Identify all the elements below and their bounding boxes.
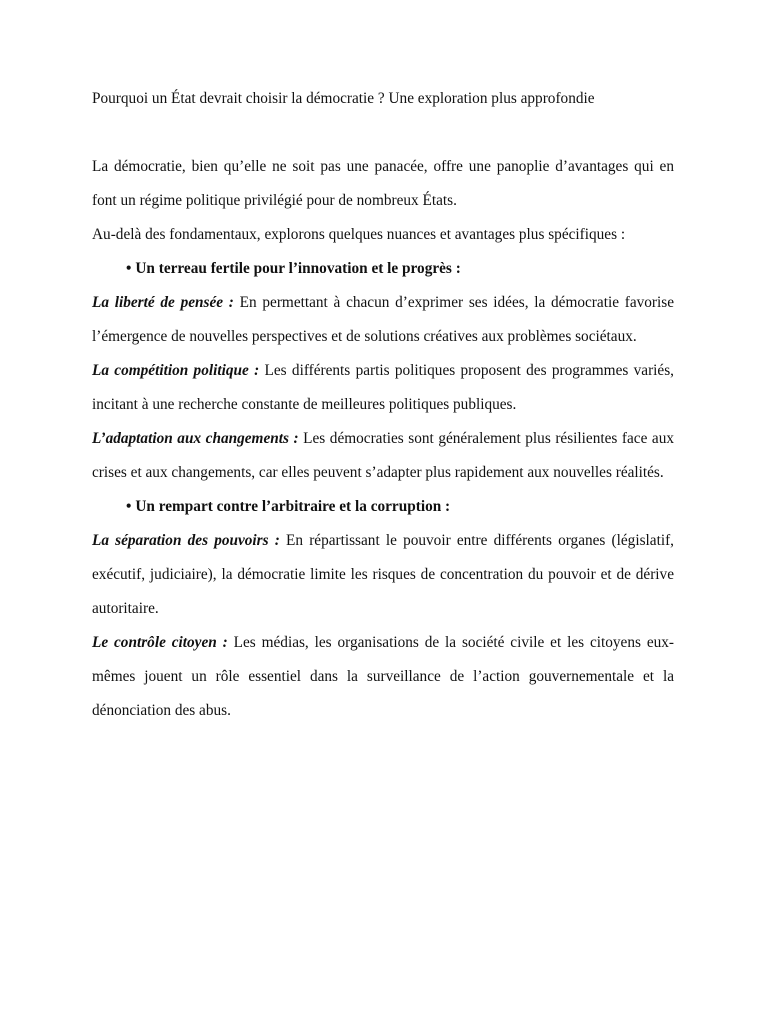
bullet-icon: • [126,498,132,515]
item-text: Les différents partis politiques proposent des programmes variés, incitant à une recherche constante de meilleures politiques publiques. [92,362,674,413]
item-term: La séparation des pouvoirs : [92,532,280,549]
item-separation-pouvoirs [92,524,674,626]
item-liberte-pensee [92,286,674,354]
section-heading-text: Un terreau fertile pour l’innovation et le progrès : [135,260,461,277]
intro-paragraph-1: La démocratie, bien qu’elle ne soit pas une panacée, offre une panoplie d’avantages qui en font un régime politique privilégié pour de nombreux États. [92,158,674,209]
document-page [92,86,674,728]
item-text: Les médias, les organisations de la société civile et les citoyens eux-mêmes jouent un rôle essentiel dans la surveillance de l’action gouvernementale et la dénonciation des abus. [92,634,675,719]
item-text: En répartissant le pouvoir entre différents organes (législatif, exécutif, judiciaire), la démocratie limite les risques de concentration du pouvoir et de dérive autoritaire. [92,532,674,617]
item-term: La compétition politique : [92,362,260,379]
section-heading-text: Un rempart contre l’arbitraire et la corruption : [135,498,451,515]
bullet-icon: • [126,260,132,277]
item-controle-citoyen [92,626,674,728]
item-term: L’adaptation aux changements : [92,430,299,447]
item-text: Les démocraties sont généralement plus résilientes face aux crises et aux changements, car elles peuvent s’adapter plus rapidement aux nouvelles réalités. [92,430,675,481]
document-title: Pourquoi un État devrait choisir la démocratie ? Une exploration plus approfondie [92,90,595,107]
item-competition-politique [92,354,674,422]
section-heading-innovation [92,252,674,286]
item-text: En permettant à chacun d’exprimer ses idées, la démocratie favorise l’émergence de nouvelles perspectives et de solutions créatives aux problèmes sociétaux. [92,294,674,345]
section-heading-arbitraire [92,490,674,524]
item-term: Le contrôle citoyen : [92,634,228,651]
item-adaptation-changements [92,422,674,490]
intro-paragraph-2: Au-delà des fondamentaux, explorons quelques nuances et avantages plus spécifiques : [92,226,626,243]
item-term: La liberté de pensée : [92,294,234,311]
spacer [92,112,674,150]
